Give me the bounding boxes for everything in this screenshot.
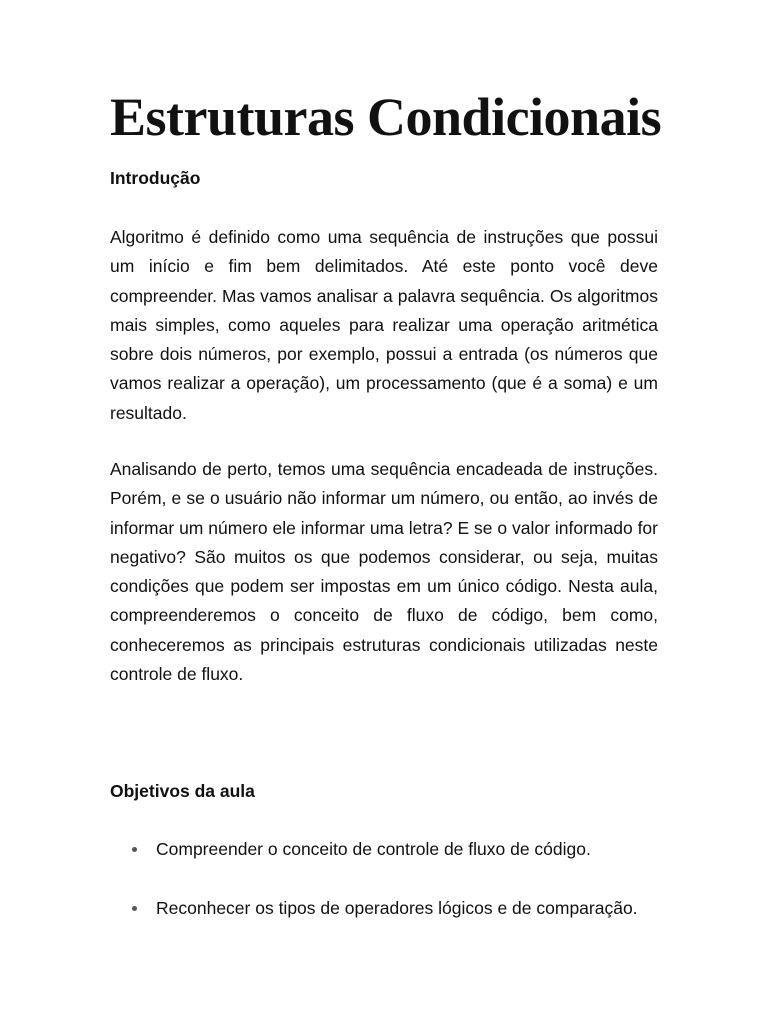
- objective-text: Reconhecer os tipos de operadores lógicos e de comparação.: [156, 898, 638, 918]
- objective-list-item: [110, 895, 670, 954]
- bullet-icon: [132, 906, 137, 911]
- objective-list-item: [110, 836, 670, 895]
- document-title: Estruturas Condicionais: [110, 87, 662, 147]
- introduction-heading: Introdução: [110, 168, 201, 188]
- objectives-heading: Objetivos da aula: [110, 781, 255, 801]
- bullet-icon: [132, 847, 137, 852]
- objective-text: Compreender o conceito de controle de fluxo de código.: [156, 839, 591, 859]
- objectives-list: [110, 836, 670, 954]
- introduction-paragraph-1: Algoritmo é definido como uma sequência de instruções que possui um início e fim bem delimitados. Até este ponto você deve compreender. Mas vamos analisar a palavra sequência. Os algoritmos mais simples, como aqueles para realizar uma operação aritmética sobre dois números, por exemplo, possui a entrada (os números que vamos realizar a operação), um processamento (que é a soma) e um resultado.: [110, 227, 658, 423]
- introduction-paragraph-2: Analisando de perto, temos uma sequência encadeada de instruções. Porém, e se o usuário não informar um número, ou então, ao invés de informar um número ele informar uma letra? E se o valor informado for negativo? São muitos os que podemos considerar, ou seja, muitas condições que podem ser impostas em um único código. Nesta aula, compreenderemos o conceito de fluxo de código, bem como, conheceremos as principais estruturas condicionais utilizadas neste controle de fluxo.: [110, 459, 658, 685]
